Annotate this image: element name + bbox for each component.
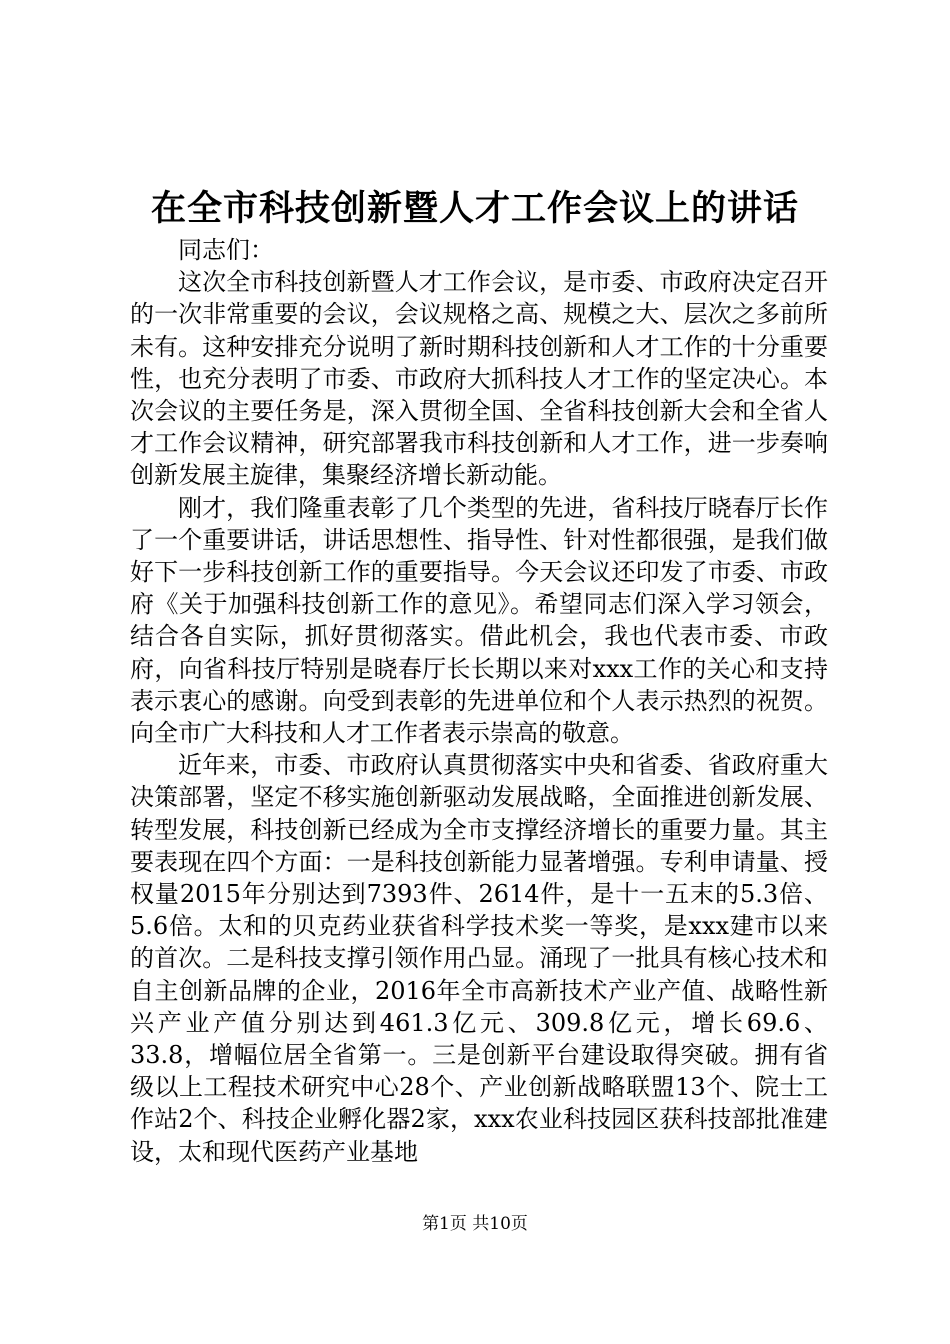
document-body xyxy=(130,234,828,1168)
paragraph-3: 近年来，市委、市政府认真贯彻落实中央和省委、省政府重大决策部署，坚定不移实施创新驱动发展战略，全面推进创新发展、转型发展，科技创新已经成为全市支撑经济增长的重要力量。其主要表现在四个方面：一是科技创新能力显著增强。专利申请量、授权量2015年分别达到7393件、2614件，是十一五末的5.3倍、5.6倍。太和的贝克药业获省科学技术奖一等奖，是xxx建市以来的首次。二是科技支撑引领作用凸显。涌现了一批具有核心技术和自主创新品牌的企业，2016年全市高新技术产业产值、战略性新兴产业产值分别达到461.3亿元、309.8亿元，增长69.6、33.8，增幅位居全省第一。三是创新平台建设取得突破。拥有省级以上工程技术研究中心28个、产业创新战略联盟13个、院士工作站2个、科技企业孵化器2家，xxx农业科技园区获科技部批准建设，太和现代医药产业基地 xyxy=(130,751,828,1166)
paragraph-2: 刚才，我们隆重表彰了几个类型的先进，省科技厅晓春厅长作了一个重要讲话，讲话思想性、指导性、针对性都很强，是我们做好下一步科技创新工作的重要指导。今天会议还印发了市委、市政府《关于加强科技创新工作的意见》。希望同志们深入学习领会，结合各自实际，抓好贯彻落实。借此机会，我也代表市委、市政府，向省科技厅特别是晓春厅长长期以来对xxx工作的关心和支持表示衷心的感谢。向受到表彰的先进单位和个人表示热烈的祝贺。向全市广大科技和人才工作者表示崇高的敬意。 xyxy=(130,493,828,748)
paragraph-1: 这次全市科技创新暨人才工作会议，是市委、市政府决定召开的一次非常重要的会议，会议规格之高、规模之大、层次之多前所未有。这种安排充分说明了新时期科技创新和人才工作的十分重要性，也充分表明了市委、市政府大抓科技人才工作的坚定决心。本次会议的主要任务是，深入贯彻全国、全省科技创新大会和全省人才工作会议精神，研究部署我市科技创新和人才工作，进一步奏响创新发展主旋律，集聚经济增长新动能。 xyxy=(130,268,828,490)
salutation: 同志们： xyxy=(178,236,274,264)
page-number-footer: 第1页 共10页 xyxy=(422,1214,528,1234)
document-title: 在全市科技创新暨人才工作会议上的讲话 xyxy=(150,188,799,229)
